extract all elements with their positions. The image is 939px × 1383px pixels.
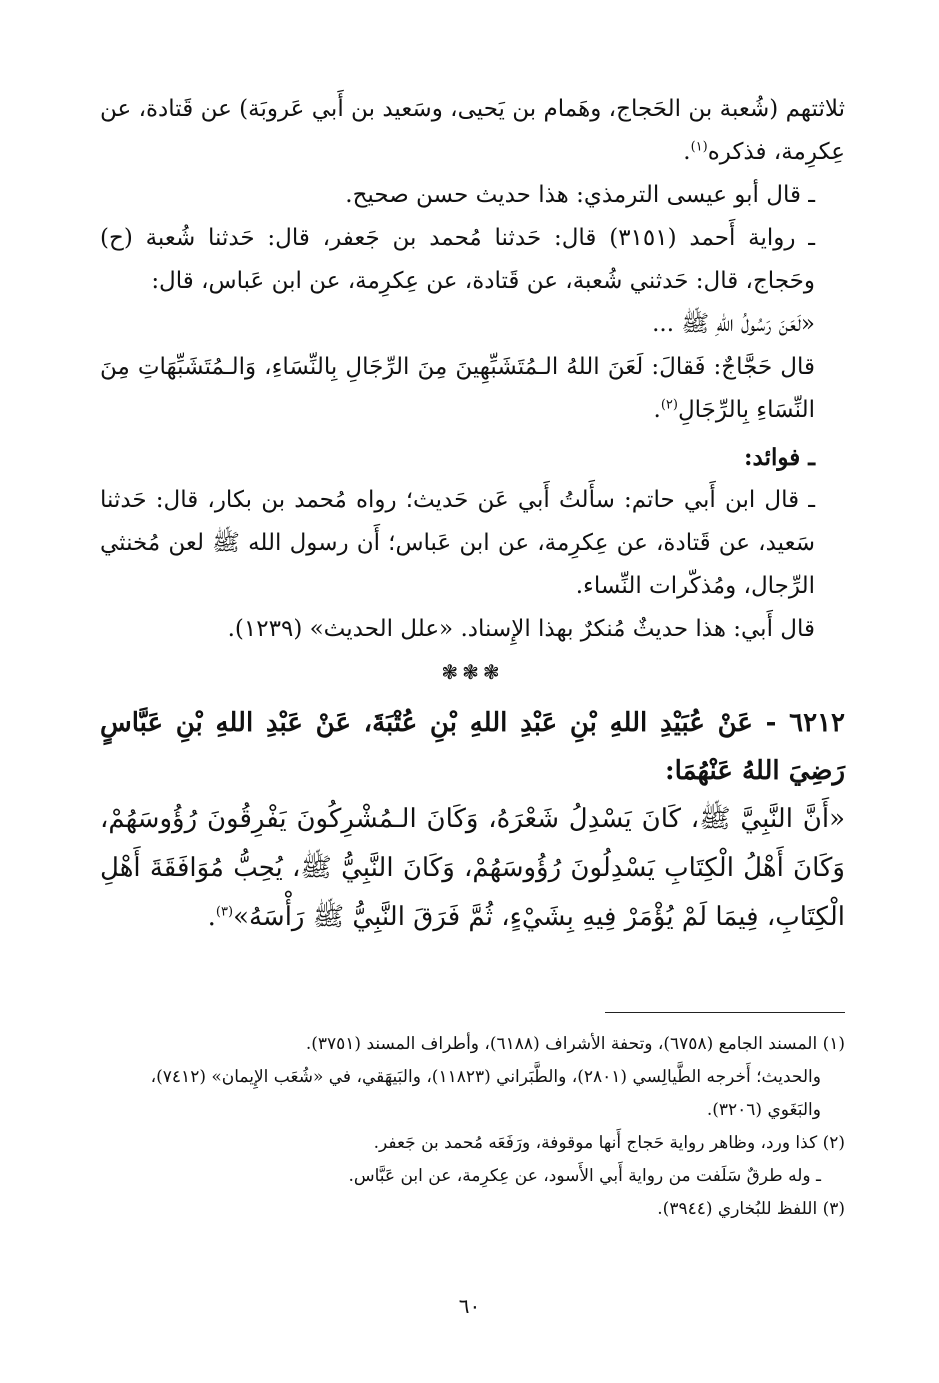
page-number: ٦٠ <box>458 1294 481 1318</box>
paragraph-hajjaj <box>100 346 845 432</box>
paragraph-hajjaj-end: . <box>653 397 661 423</box>
paragraph-isnad: ثلاثتهم (شُعبة بن الحَجاج، وهَمام بن يَحيى، وسَعيد بن أَبي عَروبَة) عن قَتادة، عن عِكرِمة، فذكره$^{(١)}$. <box>100 96 845 165</box>
footnote-ref-1: (١) <box>690 139 708 155</box>
footnote-1: (١) المسند الجامع (٦٧٥٨)، وتحفة الأشراف (٦١٨٨)، وأطراف المسند (٣٧٥١). <box>305 1034 845 1054</box>
footnote-2: (٢) كذا ورد، وظاهر رواية حَجاج أَنها موقوفة، ورَفَعَه مُحمد بن جَعفر. <box>373 1133 845 1153</box>
footnotes <box>93 1028 845 1226</box>
hadith-text <box>100 795 845 942</box>
footnote-ref-2: (٢) <box>660 397 678 413</box>
footnote-1-continued: والحديث؛ أَخرجه الطَّيالِسي (٢٨٠١)، والطَّبَراني (١١٨٢٣)، والبَيهَقي، في «شُعَب الإِيمان» (٧٤١٢)، والبَغَوي (٣٢٠٦). <box>150 1067 821 1120</box>
paragraph-ahmad: ـ رواية أَحمد (٣١٥١) قال: حَدثنا مُحمد بن جَعفر، قال: حَدثنا شُعبة (ح) وحَجاج، قال: حَدثني شُعبة، عن قَتادة، عن عِكرِمة، عن ابن عَباس، قال: <box>100 225 815 294</box>
benefits-heading: ـ فوائد: <box>744 444 815 471</box>
section-divider-stars: ❃❃❃ <box>441 660 504 684</box>
footnote-2-continued: ـ وله طرقٌ سَلَفت من رواية أَبي الأَسود، عن عِكرِمة، عن ابن عَبَّاس. <box>348 1166 821 1186</box>
hadith-body: «أَنَّ النَّبِيَّ ﷺ، كَانَ يَسْدِلُ شَعْرَهُ، وَكَانَ الـمُشْرِكُونَ يَفْرِقُونَ رُؤُوسَهُمْ، وَكَانَ أَهْلُ الْكِتَابِ يَسْدِلُونَ رُؤُوسَهُمْ، وَكَانَ النَّبِيُّ ﷺ، يُحِبُّ مُوَافَقَةَ أَهْلِ الْكِتَابِ، فِيمَا لَمْ يُؤْمَرْ فِيهِ بِشَيْءٍ، ثُمَّ فَرَقَ النَّبِيُّ ﷺ رَأْسَهُ» <box>100 804 845 932</box>
hadith-header: ٦٢١٢ - عَنْ عُبَيْدِ اللهِ بْنِ عَبْدِ اللهِ بْنِ عُتْبَةَ، عَنْ عَبْدِ اللهِ بْنِ عَبَّاسٍ رَضِيَ اللهُ عَنْهُمَا: <box>100 708 845 786</box>
footnote-3: (٣) اللفظ للبُخاري (٣٩٤٤). <box>657 1199 845 1219</box>
main-text <box>100 88 845 942</box>
footnote-divider <box>605 1012 845 1013</box>
paragraph-hajjaj-text: قال حَجَّاجٌ: فَقالَ: لَعَنَ اللهُ الـمُتَشَبِّهِينَ مِنَ الرِّجَالِ بِالنِّسَاءِ، وَالـمُتَشَبِّهَاتِ مِنَ النِّسَاءِ بِالرِّجَالِ <box>100 354 815 423</box>
footnote-ref-3: (٣) <box>215 904 234 920</box>
paragraph-ibn-abi-hatim: ـ قال ابن أَبي حاتم: سأَلتُ أَبي عَن حَديث؛ رواه مُحمد بن بكار، قال: حَدثنا سَعيد، عن قَتادة، عن عِكرِمة، عن ابن عَباس؛ أَن رسول الله ﷺ لعن مُخنثي الرِّجال، ومُذكّرات النِّساء. <box>100 487 815 599</box>
paragraph-quote-start: «لَعَنَ رَسُولُ اللهِ ﷺ ... <box>652 311 815 337</box>
hadith-end: . <box>207 902 216 932</box>
paragraph-munkar: قال أَبي: هذا حديثٌ مُنكرٌ بهذا الإِسناد. «علل الحديث» (١٢٣٩). <box>227 616 815 642</box>
paragraph-tirmidhi: ـ قال أبو عيسى الترمذي: هذا حديث حسن صحيح. <box>345 182 815 208</box>
paragraph-isnad-text: ثلاثتهم (شُعبة بن الحَجاج، وهَمام بن يَحيى، وسَعيد بن أَبي عَروبَة) عن قَتادة، عن عِكرِمة، فذكره <box>100 96 845 165</box>
